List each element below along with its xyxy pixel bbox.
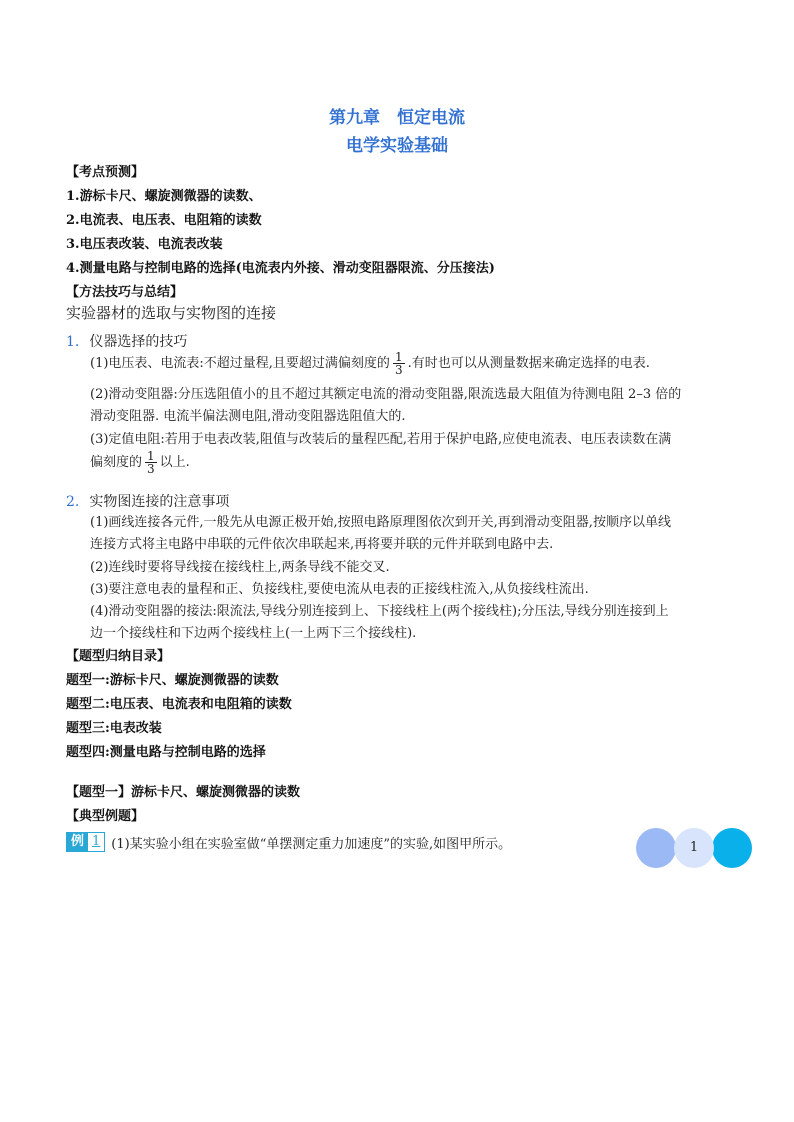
text: (1)电压表、电流表:不超过量程,且要超过满偏刻度的 (90, 356, 390, 371)
example-text: (1)某实验小组在实验室做“单摆测定重力加速度”的实验,如图甲所示。 (111, 836, 512, 852)
section-title: 电学实验基础 (346, 136, 448, 156)
kaodian-item-3: 3.电压表改装、电流表改装 (66, 237, 223, 252)
section-1-label: 仪器选择的技巧 (89, 334, 188, 350)
page-number-decoration (636, 828, 752, 868)
section-1-number: 1. (66, 334, 80, 350)
mulu-item-1: 题型一:游标卡尺、螺旋测微器的读数 (66, 673, 279, 688)
example-badge-label: 例 (67, 833, 88, 851)
kaodian-item-1: 1.游标卡尺、螺旋测微器的读数、 (66, 189, 262, 204)
paragraph-1-2a: (2)滑动变阻器:分压选阻值小的且不超过其额定电流的滑动变阻器,限流选最大阻值为待测电阻 2–3 倍的 (90, 387, 682, 402)
kaodian-item-2: 2.电流表、电压表、电阻箱的读数 (66, 213, 262, 228)
paragraph-2-2: (2)连线时要将导线接在接线柱上,两条导线不能交叉. (90, 560, 390, 575)
fraction-one-third (145, 450, 157, 475)
paragraph-1-1 (90, 351, 730, 376)
mulu-item-4: 题型四:测量电路与控制电路的选择 (66, 745, 266, 760)
page-number: 1 (689, 840, 699, 855)
paragraph-2-1b: 连接方式将主电路中串联的元件依次串联起来,再将要并联的元件并联到电路中去. (90, 537, 554, 552)
fangfa-subtitle: 实验器材的选取与实物图的连接 (66, 304, 277, 322)
text: 偏刻度的 (90, 455, 143, 470)
fraction-denominator: 3 (394, 363, 403, 377)
kaodian-heading: 【考点预测】 (66, 165, 145, 180)
section-2-label: 实物图连接的注意事项 (89, 494, 230, 510)
kaodian-item-4: 4.测量电路与控制电路的选择(电流表内外接、滑动变阻器限流、分压接法) (66, 261, 495, 276)
example-badge (66, 832, 105, 852)
fangfa-heading: 【方法技巧与总结】 (66, 285, 184, 300)
section-1-title (66, 331, 187, 351)
chapter-title: 第九章 恒定电流 (329, 108, 465, 128)
mulu-item-2: 题型二:电压表、电流表和电阻箱的读数 (66, 697, 292, 712)
paragraph-1-3a: (3)定值电阻:若用于电表改装,阻值与改装后的量程匹配,若用于保护电路,应使电流表、电压表读数在满 (90, 432, 672, 447)
fraction-denominator: 3 (147, 462, 155, 476)
paragraph-1-2b: 滑动变阻器. 电流半偏法测电阻,滑动变阻器选阻值大的. (90, 409, 406, 424)
text: 以上. (159, 455, 190, 470)
paragraph-2-4a: (4)滑动变阻器的接法:限流法,导线分别连接到上、下接线柱上(两个接线柱);分压法,导线分别连接到上 (90, 604, 669, 619)
example-badge-number: 1 (92, 834, 101, 849)
fraction-numerator: 1 (147, 449, 155, 463)
decor-circle-left (636, 828, 676, 868)
paragraph-2-3: (3)要注意电表的量程和正、负接线柱,要使电流从电表的正接线柱流入,从负接线柱流出. (90, 582, 589, 597)
paragraph-2-1a: (1)画线连接各元件,一般先从电源正极开始,按照电路原理图依次到开关,再到滑动变阻器,按顺序以单线 (90, 515, 671, 530)
dianxing-heading: 【典型例题】 (66, 809, 145, 824)
text: .有时也可以从测量数据来确定选择的电表. (407, 356, 650, 371)
example-1 (66, 832, 511, 852)
section-2-title (66, 491, 229, 511)
decor-circle-right (712, 828, 752, 868)
section-2-number: 2. (66, 494, 80, 510)
fraction-numerator: 1 (394, 350, 403, 364)
fraction-one-third (393, 351, 405, 376)
paragraph-2-4b: 边一个接线柱和下边两个接线柱上(一上两下三个接线柱). (90, 626, 417, 641)
tixing1-heading: 【题型一】游标卡尺、螺旋测微器的读数 (66, 785, 301, 800)
mulu-item-3: 题型三:电表改装 (66, 721, 162, 736)
mulu-heading: 【题型归纳目录】 (66, 649, 171, 664)
paragraph-1-3b (90, 450, 730, 475)
